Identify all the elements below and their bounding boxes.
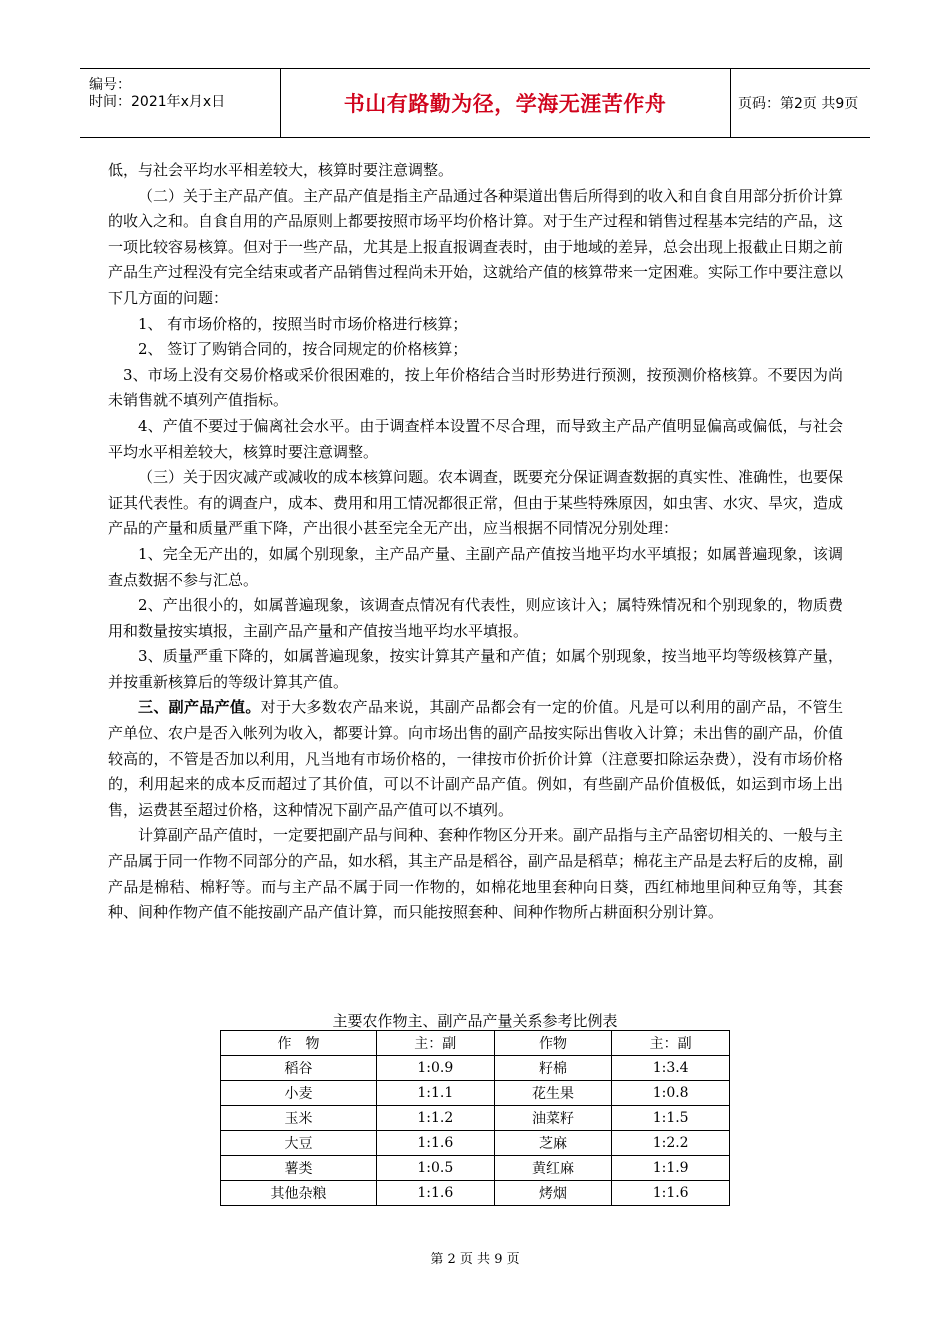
section-heading: 三、副产品产值。	[138, 698, 261, 717]
table-cell: 大豆	[221, 1131, 377, 1156]
document-body	[108, 158, 843, 926]
table-cell: 1:1.6	[376, 1131, 494, 1156]
list-item: 2、 签订了购销合同的，按合同规定的价格核算；	[138, 340, 468, 359]
table-cell: 1:1.1	[376, 1081, 494, 1106]
table-cell: 黄红麻	[494, 1156, 612, 1181]
table-cell: 芝麻	[494, 1131, 612, 1156]
table-cell: 烤烟	[494, 1181, 612, 1206]
table-row	[221, 1106, 730, 1131]
table-cell: 花生果	[494, 1081, 612, 1106]
table-cell: 其他杂粮	[221, 1181, 377, 1206]
doc-date-label: 时间：2021年x月x日	[89, 94, 226, 110]
header-meta-cell	[80, 69, 281, 137]
ratio-table	[220, 1030, 730, 1206]
table-row	[221, 1156, 730, 1181]
table-header-cell: 作物	[494, 1031, 612, 1056]
list-item: 1、完全无产出的，如属个别现象，主产品产量、主副产品产值按当地平均水平填报；如属普遍现象，该调查点数据不参与汇总。	[108, 544, 843, 589]
list-item: 1、 有市场价格的，按照当时市场价格进行核算；	[138, 314, 468, 333]
table-cell: 1:0.9	[376, 1056, 494, 1081]
table-cell: 1:1.6	[376, 1181, 494, 1206]
table-row	[221, 1181, 730, 1206]
table-cell: 1:0.8	[612, 1081, 730, 1106]
table-cell: 1:2.2	[612, 1131, 730, 1156]
paragraph: （三）关于因灾减产或减收的成本核算问题。农本调查，既要充分保证调查数据的真实性、准确性，也要保证其代表性。有的调查户，成本、费用和用工情况都很正常，但由于某些特殊原因，如虫害、水灾、旱灾，造成产品的产量和质量严重下降，产出很小甚至完全无产出，应当根据不同情况分别处理：	[108, 468, 844, 538]
header-page-label: 页码：第2页 共9页	[738, 96, 859, 112]
table-header-cell: 主：副	[612, 1031, 730, 1056]
table-cell: 1:1.2	[376, 1106, 494, 1131]
table-header-row	[221, 1031, 730, 1056]
table-cell: 1:1.5	[612, 1106, 730, 1131]
header-page-cell	[730, 69, 870, 137]
table-cell: 1:1.9	[612, 1156, 730, 1181]
table-cell: 籽棉	[494, 1056, 612, 1081]
paragraph: 低，与社会平均水平相差较大，核算时要注意调整。	[108, 161, 454, 179]
section-text: 对于大多数农产品来说，其副产品都会有一定的价值。凡是可以利用的副产品，不管生产单位、农户是否入帐列为收入，都要计算。向市场出售的副产品按实际出售收入计算；未出售的副产品，价值较高的，不管是否加以利用，凡当地有市场价格的，一律按市价折价计算（注意要扣除运杂费），没有市场价格的，利用起来的成本反而超过了其价值，可以不计副产品产值。例如，有些副产品价值极低，如运到市场上出售，运费甚至超过价格，这种情况下副产品产值可以不填列。	[108, 698, 844, 819]
doc-number-label: 编号：	[89, 77, 131, 93]
page-header	[80, 68, 870, 138]
list-item: 4、产值不要过于偏离社会水平。由于调查样本设置不尽合理，而导致主产品产值明显偏高或偏低，与社会平均水平相差较大，核算时要注意调整。	[108, 416, 843, 461]
paragraph: 计算副产品产值时，一定要把副产品与间种、套种作物区分开来。副产品指与主产品密切相关的、一般与主产品属于同一作物不同部分的产品，如水稻，其主产品是稻谷，副产品是稻草；棉花主产品是去籽后的皮棉，副产品是棉秸、棉籽等。而与主产品不属于同一作物的，如棉花地里套种向日葵，西红柿地里间种豆角等，其套种、间种作物产值不能按副产品产值计算，而只能按照套种、间种作物所占耕面积分别计算。	[108, 826, 844, 922]
header-motto-cell	[280, 69, 731, 137]
table-cell: 小麦	[221, 1081, 377, 1106]
table-row	[221, 1131, 730, 1156]
table-header-cell: 作 物	[221, 1031, 377, 1056]
table-cell: 稻谷	[221, 1056, 377, 1081]
list-item: 2、产出很小的，如属普遍现象，该调查点情况有代表性，则应该计入；属特殊情况和个别现象的，物质费用和数量按实填报，主副产品产量和产值按当地平均水平填报。	[108, 596, 843, 640]
table-cell: 1:0.5	[376, 1156, 494, 1181]
paragraph: （二）关于主产品产值。主产品产值是指主产品通过各种渠道出售后所得到的收入和自食自用部分折价计算的收入之和。自食自用的产品原则上都要按照市场平均价格计算。对于生产过程和销售过程基本完结的产品，这一项比较容易核算。但对于一些产品，尤其是上报直报调查表时，由于地域的差异，总会出现上报截止日期之前产品生产过程没有完全结束或者产品销售过程尚未开始，这就给产值的核算带来一定困难。实际工作中要注意以下几方面的问题：	[108, 186, 844, 307]
table-row	[221, 1056, 730, 1081]
table-cell: 1:3.4	[612, 1056, 730, 1081]
table-row	[221, 1081, 730, 1106]
list-item: 3、市场上没有交易价格或采价很困难的，按上年价格结合当时形势进行预测，按预测价格核算。不要因为尚未销售就不填列产值指标。	[108, 365, 843, 410]
table-cell: 薯类	[221, 1156, 377, 1181]
page-footer: 第 2 页 共 9 页	[430, 1252, 520, 1267]
list-item: 3、质量严重下降的，如属普遍现象，按实计算其产量和产值；如属个别现象，按当地平均等级核算产量，并按重新核算后的等级计算其产值。	[108, 647, 843, 691]
table-cell: 玉米	[221, 1106, 377, 1131]
table-caption: 主要农作物主、副产品产量关系参考比例表	[332, 1012, 618, 1030]
table-cell: 1:1.6	[612, 1181, 730, 1206]
table-cell: 油菜籽	[494, 1106, 612, 1131]
header-motto: 书山有路勤为径，学海无涯苦作舟	[343, 92, 667, 116]
table-header-cell: 主：副	[376, 1031, 494, 1056]
section-paragraph	[108, 695, 843, 823]
